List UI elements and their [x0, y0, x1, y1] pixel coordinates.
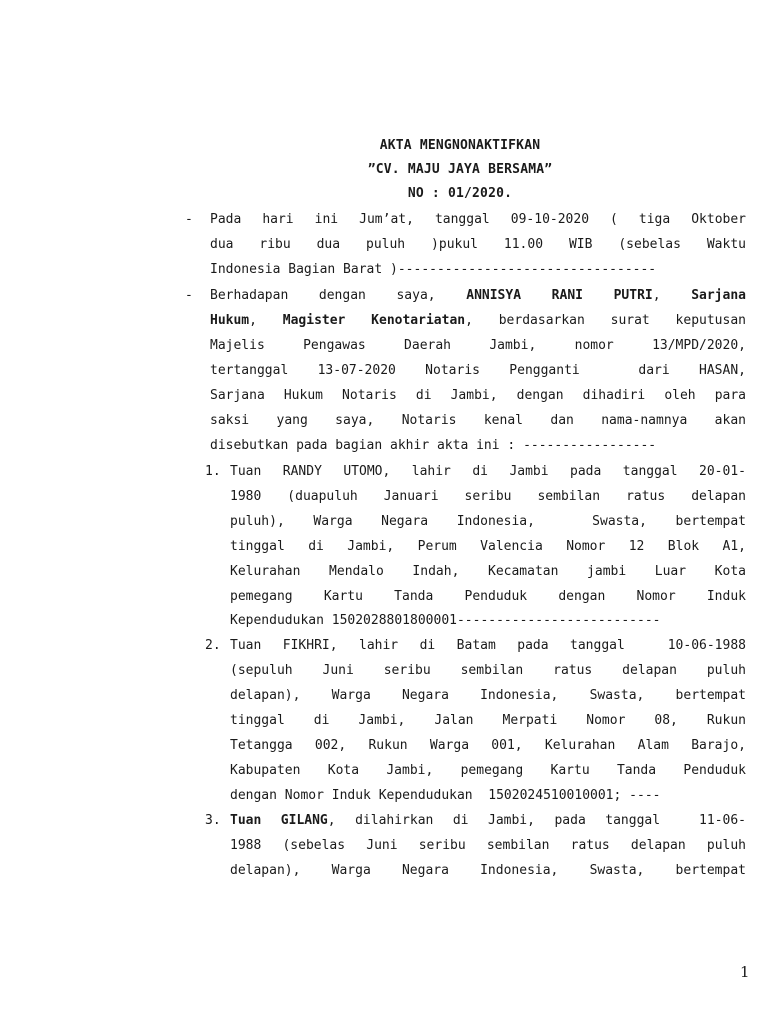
item1-line: tinggal di Jambi, Perum Valencia Nomor 12 Blok A1,: [230, 539, 746, 554]
item3-number: 3.: [205, 813, 221, 828]
para1-line: dua ribu dua puluh )pukul 11.00 WIB (sebelas Waktu: [210, 237, 746, 252]
item2-line: tinggal di Jambi, Jalan Merpati Nomor 08, Rukun: [230, 713, 746, 728]
para2-text: ,: [249, 313, 283, 328]
item2-line: (sepuluh Juni seribu sembilan ratus delapan puluh: [230, 663, 746, 678]
para2-line: Majelis Pengawas Daerah Jambi, nomor 13/MPD/2020,: [210, 338, 746, 353]
notary-name: ANNISYA RANI PUTRI: [466, 288, 653, 303]
notary-degree: Magister Kenotariatan: [282, 313, 466, 328]
para2-bullet: -: [185, 288, 193, 303]
deed-number: NO : 01/2020.: [407, 186, 513, 201]
notary-degree: Sarjana: [691, 288, 746, 303]
para2-text: , berdasarkan surat keputusan: [465, 313, 746, 328]
item1-line: puluh), Warga Negara Indonesia, Swasta, bertempat: [230, 514, 746, 529]
item2-line: Tuan FIKHRI, lahir di Batam pada tanggal 10-06-1988: [230, 638, 746, 653]
para2-line: [210, 288, 746, 303]
item3-line: 1988 (sebelas Juni seribu sembilan ratus delapan puluh: [230, 838, 746, 853]
item3-line: delapan), Warga Negara Indonesia, Swasta, bertempat: [230, 863, 746, 878]
item1-number: 1.: [205, 464, 221, 479]
item2-line: Tetangga 002, Rukun Warga 001, Kelurahan Alam Barajo,: [230, 738, 746, 753]
para2-line: [210, 313, 746, 328]
item1-line: Kependudukan 1502028801800001--------------------------: [230, 613, 661, 628]
para1-line: Indonesia Bagian Barat )---------------------------------: [210, 262, 657, 277]
item2-line: dengan Nomor Induk Kependudukan 1502024510010001; ----: [230, 788, 661, 803]
item2-line: delapan), Warga Negara Indonesia, Swasta, bertempat: [230, 688, 746, 703]
item1-line: Tuan RANDY UTOMO, lahir di Jambi pada tanggal 20-01-: [230, 464, 746, 479]
item3-line: [230, 813, 746, 828]
para1-line: Pada hari ini Jum’at, tanggal 09-10-2020 ( tiga Oktober: [210, 212, 746, 227]
page-number: 1: [740, 963, 750, 981]
para2-line: disebutkan pada bagian akhir akta ini : -----------------: [210, 438, 657, 453]
para2-text: ,: [652, 288, 692, 303]
item2-line: Kabupaten Kota Jambi, pemegang Kartu Tanda Penduduk: [230, 763, 746, 778]
item1-line: 1980 (duapuluh Januari seribu sembilan ratus delapan: [230, 489, 746, 504]
item1-line: pemegang Kartu Tanda Penduduk dengan Nomor Induk: [230, 589, 746, 604]
item2-number: 2.: [205, 638, 221, 653]
para1-bullet: -: [185, 212, 193, 227]
para2-line: saksi yang saya, Notaris kenal dan nama-namnya akan: [210, 413, 746, 428]
item1-line: Kelurahan Mendalo Indah, Kecamatan jambi Luar Kota: [230, 564, 746, 579]
item3-text: , dilahirkan di Jambi, pada tanggal 11-06-: [327, 813, 747, 828]
person-name: Tuan GILANG: [230, 813, 328, 828]
company-name: ”CV. MAJU JAYA BERSAMA”: [367, 162, 553, 177]
para2-line: Sarjana Hukum Notaris di Jambi, dengan dihadiri oleh para: [210, 388, 746, 403]
para2-line: tertanggal 13-07-2020 Notaris Pengganti dari HASAN,: [210, 363, 746, 378]
para2-text: Berhadapan dengan saya,: [210, 288, 467, 303]
deed-title: AKTA MENGNONAKTIFKAN: [379, 138, 541, 153]
notary-degree: Hukum: [210, 313, 250, 328]
